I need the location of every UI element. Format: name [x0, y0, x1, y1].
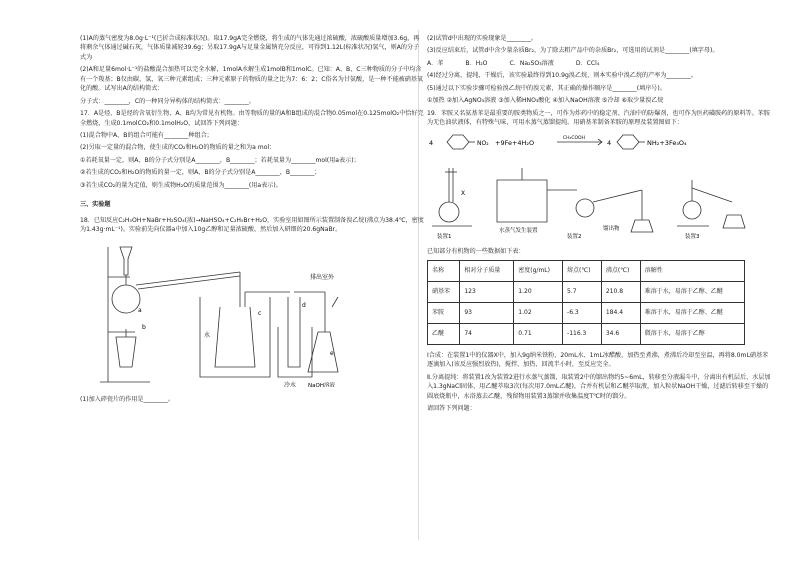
q16-part1: (1)A的蒸气密度为8.0g·L⁻¹(已折合成标准状况)。取17.9gA完全燃烧，将生成的气体先通过浓硫酸，浓硫酸质量增加3.6g，再将剩余气体通过碱石灰，气体质量减轻39.6g；另取17.9gA与足量金属钠充分反应，可得到1.12L(标准状况)氢气，则A的分子式为 — [80, 35, 420, 61]
cell: 微溶于水，易溶于乙醇 — [640, 323, 744, 344]
section-heading-experiment: 三、实验题 — [80, 201, 111, 209]
q19-prompt: 请回答下列问题： — [427, 405, 476, 412]
label-steam-generator: 水蒸气发生装置 — [499, 227, 538, 234]
label-a: a — [138, 307, 142, 315]
table-row — [428, 323, 745, 344]
eq-condition: CH₃COOH — [563, 135, 585, 141]
cell: 123 — [460, 281, 514, 302]
left-column — [80, 34, 425, 407]
eq-products: NH₂+3Fe₃O₄ — [647, 138, 687, 147]
q18-part1: (1)加入碎瓷片的作用是________。 — [80, 395, 174, 403]
cell: 93 — [460, 302, 514, 323]
label-b: b — [142, 324, 146, 332]
q18-part3: (3)反应结束后，试管d中含少量杂质Br₂，为了除去粗产品中的杂质Br₂，可选用的试剂是________(填字母)。 — [427, 47, 719, 55]
q18-options — [427, 59, 772, 68]
benzene-ring-icon — [447, 135, 469, 149]
eq-reactants: +9Fe+4H₂O — [495, 138, 535, 147]
q17-stem: 17．A是烃，B是烃的含氧衍生物，A、B均为常见有机物。由等物质的量的A和B组成的混合物0.05mol在0.125molO₂中恰好完全燃烧，生成0.1molCO₂和0.1molH₂O，试回答下列问题： — [80, 110, 424, 127]
q16-part2-cont: 分子式：________，C的一种同分异构体的结构简式：________。 — [80, 97, 255, 105]
q18-steps: ①加热 ②加入AgNO₃溶液 ③加入稀HNO₃酸化 ④加入NaOH溶液 ⑤冷却 ⑥取少量溴乙烷 — [427, 97, 664, 105]
reaction-equation — [427, 131, 772, 156]
cell: 1.20 — [514, 281, 563, 302]
label-c: c — [258, 310, 262, 318]
eq-no2: NO₂ — [477, 139, 489, 147]
table-row — [428, 281, 745, 302]
cell: 34.6 — [601, 323, 640, 344]
option-d: D．CCl₄ — [575, 59, 600, 67]
cell: 苯胺 — [428, 302, 460, 323]
q17-part2a: ①若耗氧量一定，则A、B的分子式分别是A________，B________；若耗氧量为________mol(用a表示)； — [80, 156, 360, 164]
label-apparatus-2: 装置2 — [567, 233, 582, 240]
header-boiling-point: 沸点(℃) — [601, 260, 640, 281]
label-apparatus-1: 装置1 — [437, 233, 452, 240]
label-naoh: NaOH溶液 — [308, 383, 335, 388]
option-c: C．Na₂SO₃溶液 — [509, 59, 554, 67]
cell: -116.3 — [563, 323, 602, 344]
eq-coef-right: 4 — [607, 138, 612, 147]
aniline-apparatus-figure — [427, 160, 772, 243]
label-cold-water: 冷水 — [284, 382, 297, 388]
header-solubility: 溶解性 — [640, 260, 744, 281]
q17-part2b: ②若生成的CO₂和H₂O的物质的量一定，则A、B的分子式分别是A________，B________； — [80, 169, 321, 177]
header-molar-mass: 相对分子质量 — [460, 260, 514, 281]
properties-table — [427, 260, 745, 345]
cell: 210.8 — [601, 281, 640, 302]
label-x: X — [461, 189, 466, 197]
table-intro: 已知部分有机物的一些数据如下表： — [427, 248, 525, 256]
cell: 74 — [460, 323, 514, 344]
q17-part2c: ③若生成CO₂的量为定值，则生成物H₂O的质量范围为________(用a表示)。 — [80, 181, 282, 189]
cell: 184.4 — [601, 302, 640, 323]
bromoethane-apparatus-figure — [80, 237, 425, 390]
cell: 乙醚 — [428, 323, 460, 344]
option-b: B．H₂O — [465, 59, 488, 67]
header-name: 名称 — [428, 260, 460, 281]
cell: 0.71 — [514, 323, 563, 344]
table-header-row — [428, 260, 745, 281]
q19-purification: Ⅱ.分离提纯：将装置1改为装置2进行水蒸气蒸馏，取装置2中的馏出物约5~6mL，转移至分液漏斗中，分离出有机层后，水层加入1.3gNaCl固体，用乙醚萃取3次(每次用7.0mL乙醚)，合并有机层和乙醚萃取液，加入粒状NaOH干燥，过滤后转移至干燥的圆底烧瓶中，水浴蒸去乙醚，残留物用装置3蒸馏并收集温度T℃时的馏分。 — [427, 373, 771, 400]
header-melting-point: 熔点(℃) — [563, 260, 602, 281]
label-vent: 排出室外 — [310, 274, 335, 282]
label-d: d — [302, 302, 306, 310]
q18-part2: (2)试管d中出现的实验现象是________。 — [427, 35, 537, 42]
q16-part2: (2)A和足量6mol·L⁻¹的盐酸混合加热可以完全水解，1molA水解生成1molB和1molC。已知：A、B、C三种物质的分子中均含有一个羧基；B仅由碳、氢、氧三种元素组成；三种元素原子的物质的量之比为7：6：2；C俗名为甘氨酸，是一种不能被硝基氧化的酸。试写出A的结构简式： — [80, 66, 424, 93]
header-density: 密度(g/mL) — [514, 260, 563, 281]
cell: 难溶于水，易溶于乙醇、乙醚 — [640, 302, 744, 323]
cell: 5.7 — [563, 281, 602, 302]
label-apparatus-3: 装置3 — [685, 233, 700, 240]
q18-part4: (4)经过分离、提纯、干燥后，该实验最终得到10.9g溴乙烷，则本实验中溴乙烷的产率为________。 — [427, 72, 697, 80]
cell: -6.3 — [563, 302, 602, 323]
label-e: e — [330, 350, 334, 358]
q17-part1: (1)混合物中A、B的组合可能有________种组合； — [80, 131, 213, 139]
reaction-equation-drawing — [427, 131, 757, 153]
q18-part5: (5)通过以下实验步骤可检验溴乙烷中的溴元素，其正确的操作顺序是________(填序号)。 — [427, 84, 666, 92]
bromoethane-apparatus-drawing — [80, 237, 340, 387]
q17-part2: (2)另取一定量的混合物，使生成的CO₂和H₂O的物质的量之和为a mol： — [80, 144, 276, 152]
benzene-ring-icon — [617, 135, 639, 149]
q19-stem: 19．苯胺又名氨基苯是最重要的胺类物质之一，可作为炸药中的稳定剂、汽油中的防爆剂，也可作为医药磺胺药的原料等。苯胺为无色油状液体，有特殊气味，可用水蒸气蒸馏提纯。用硝基苯制备苯胺的原理及装置图如下： — [427, 109, 770, 127]
label-distillate: 馏出物 — [603, 225, 620, 232]
q19-synthesis: Ⅰ合成：在装置1中的仪器X中，加入9g纳米铁粉、20mL水、1mL冰醋酸，加热至煮沸，煮沸后冷却至室温，再将8.0mL硝基苯逐滴加入(该反应强烈放热)，搅拌、加热、回流半小时，至反应完全。 — [427, 351, 769, 369]
q18-stem: 18．已知反应C₂H₅OH+NaBr+H₂SO₄(浓)→NaHSO₄+C₂H₅Br+H₂O，实验室用如图所示装置制备溴乙烷(沸点为38.4℃，密度为1.43g·mL⁻¹)。实验前先向仪器a中加入10g乙醇和足量浓硫酸，然后加入研细的20.6gNaBr。 — [80, 216, 424, 233]
eq-coef-left: 4 — [429, 138, 434, 147]
aniline-apparatus-drawing — [427, 160, 757, 240]
label-water: 水 — [204, 332, 211, 340]
cell: 难溶于水，易溶于乙醇、乙醚 — [640, 281, 744, 302]
option-a: A．苯 — [427, 59, 444, 67]
table-row — [428, 302, 745, 323]
cell: 1.02 — [514, 302, 563, 323]
right-column — [427, 34, 772, 416]
cell: 硝基苯 — [428, 281, 460, 302]
